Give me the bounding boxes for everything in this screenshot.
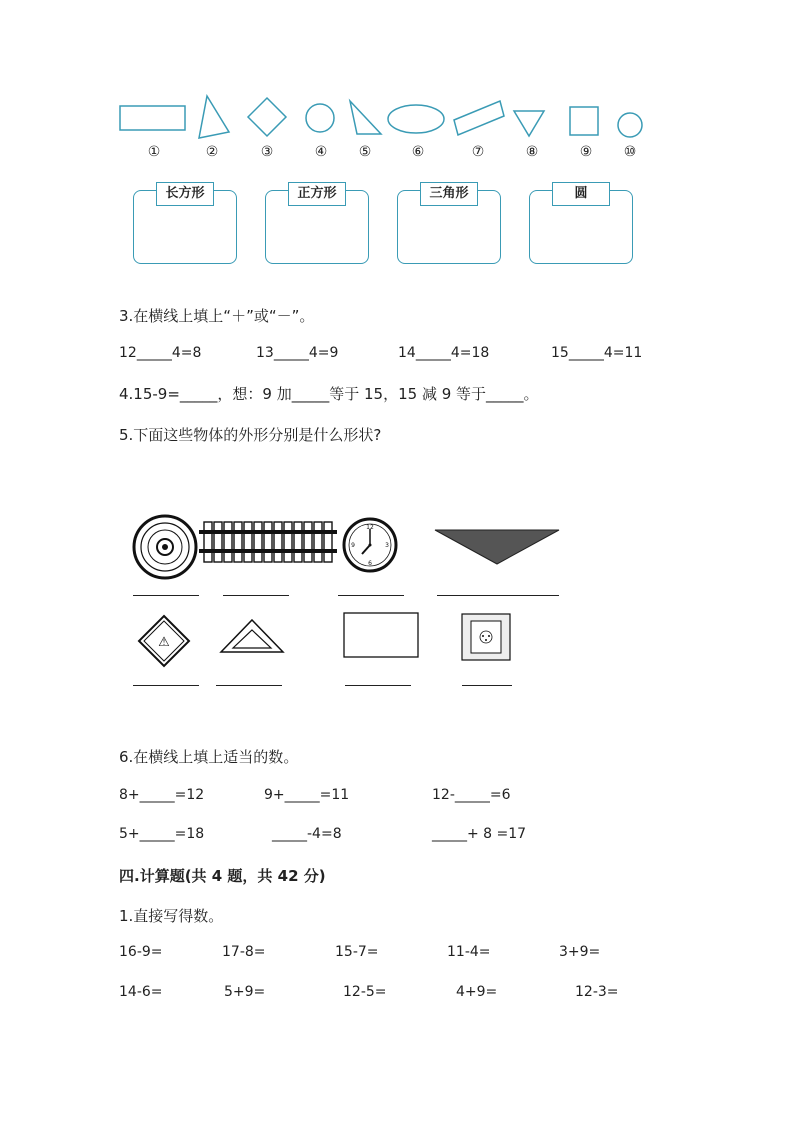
scarf-triangle-icon: [434, 528, 560, 566]
clock-icon: [341, 516, 399, 574]
question-3-title: 3.在横线上填上“＋”或“－”。: [119, 307, 315, 325]
answer-line[interactable]: [338, 595, 404, 596]
q6-item: 5+_____=18: [119, 826, 205, 842]
cd-disc-icon: [132, 514, 198, 580]
ellipse-shape-icon: [386, 103, 446, 135]
shape-label-10: ⑩: [623, 144, 637, 160]
triangle-shape-icon: [197, 94, 231, 142]
railway-track-icon: [199, 519, 337, 565]
question-6-title: 6.在横线上填上适当的数。: [119, 748, 299, 766]
power-outlet-icon: [461, 613, 511, 661]
svg-text:9: 9: [351, 542, 355, 549]
set-square-icon: [219, 618, 285, 654]
calc-item: 4+9=: [456, 984, 498, 1000]
shape-label-9: ⑨: [579, 144, 593, 160]
triangle-shape-icon-2: [347, 98, 383, 138]
answer-line[interactable]: [216, 685, 282, 686]
q6-item: 9+_____=11: [264, 787, 350, 803]
category-box-rectangle[interactable]: [133, 186, 237, 264]
shape-label-5: ⑤: [358, 144, 372, 160]
answer-line[interactable]: [133, 685, 199, 686]
warning-sign-icon: [137, 614, 191, 668]
q6-item: 8+_____=12: [119, 787, 205, 803]
calc-item: 17-8=: [222, 944, 266, 960]
square-shape-icon: [568, 105, 601, 138]
answer-line[interactable]: [223, 595, 289, 596]
shape-label-1: ①: [147, 144, 161, 160]
small-circle-shape-icon: [615, 110, 645, 140]
shape-label-3: ③: [260, 144, 274, 160]
square-diamond-shape-icon: [246, 96, 288, 138]
calc-item: 12-5=: [343, 984, 387, 1000]
calc-item: 15-7=: [335, 944, 379, 960]
q3-item: 14_____4=18: [398, 345, 490, 361]
calc-item: 16-9=: [119, 944, 163, 960]
calc-item: 12-3=: [575, 984, 619, 1000]
blackboard-icon: [343, 612, 419, 658]
calc-item: 14-6=: [119, 984, 163, 1000]
category-box-square[interactable]: [265, 186, 369, 264]
section-4-q1-title: 1.直接写得数。: [119, 907, 224, 925]
rectangle-shape-icon: [119, 104, 187, 132]
answer-line[interactable]: [133, 595, 199, 596]
answer-line[interactable]: [437, 595, 559, 596]
category-tag: 三角形: [420, 182, 478, 206]
category-box-triangle[interactable]: [397, 186, 501, 264]
category-tag: 正方形: [288, 182, 346, 206]
shape-label-6: ⑥: [411, 144, 425, 160]
tilted-rectangle-shape-icon: [452, 98, 506, 138]
q6-item: _____+ 8 =17: [432, 826, 527, 842]
calc-item: 3+9=: [559, 944, 601, 960]
category-box-circle[interactable]: [529, 186, 633, 264]
q3-item: 13_____4=9: [256, 345, 339, 361]
svg-text:⚠: ⚠: [158, 635, 170, 650]
answer-line[interactable]: [345, 685, 411, 686]
svg-text:3: 3: [385, 542, 389, 549]
shape-label-8: ⑧: [525, 144, 539, 160]
question-4-text: 4.15-9=_____，想：9 加_____等于 15，15 减 9 等于_____。: [119, 385, 539, 403]
calc-item: 11-4=: [447, 944, 491, 960]
q6-item: _____-4=8: [272, 826, 342, 842]
shape-label-2: ②: [205, 144, 219, 160]
inverted-triangle-shape-icon: [512, 108, 546, 138]
section-4-title: 四.计算题(共 4 题，共 42 分): [119, 867, 326, 885]
svg-text:12: 12: [366, 524, 374, 531]
circle-shape-icon: [304, 102, 336, 134]
category-tag: 圆: [552, 182, 610, 206]
q6-item: 12-_____=6: [432, 787, 511, 803]
q3-item: 15_____4=11: [551, 345, 643, 361]
shape-label-4: ④: [314, 144, 328, 160]
category-tag: 长方形: [156, 182, 214, 206]
shape-label-7: ⑦: [471, 144, 485, 160]
answer-line[interactable]: [462, 685, 512, 686]
question-5-title: 5.下面这些物体的外形分别是什么形状?: [119, 426, 382, 444]
calc-item: 5+9=: [224, 984, 266, 1000]
q3-item: 12_____4=8: [119, 345, 202, 361]
svg-text:6: 6: [368, 560, 372, 567]
